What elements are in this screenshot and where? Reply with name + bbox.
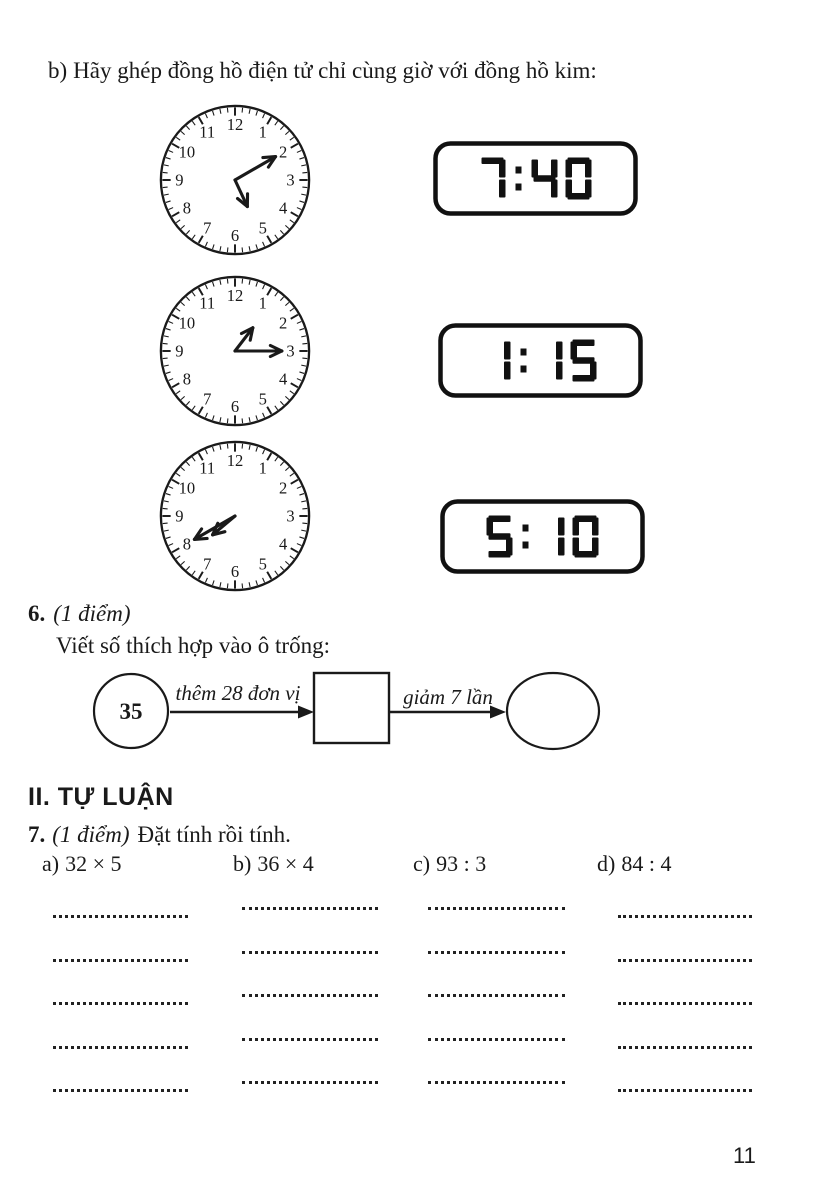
answer-line-a-1[interactable] — [53, 911, 188, 918]
answer-line-c-4[interactable] — [428, 1034, 565, 1041]
clock-numeral: 2 — [278, 313, 288, 333]
analog-clock — [157, 102, 313, 258]
clock-numeral: 3 — [286, 170, 295, 190]
question6-number: 6. — [28, 601, 46, 626]
clock-numeral: 11 — [199, 458, 216, 478]
answer-line-c-2[interactable] — [428, 947, 565, 954]
clock-numeral: 8 — [182, 534, 192, 554]
q7-item-a — [42, 851, 122, 877]
clock-numeral: 4 — [278, 534, 288, 554]
answer-line-d-3[interactable] — [618, 998, 752, 1005]
digital-clock-frame — [441, 326, 641, 396]
start-value: 35 — [119, 699, 143, 724]
item-label: b) — [233, 851, 252, 876]
arrow1-head — [298, 706, 314, 719]
question7-instruction: Đặt tính rồi tính. — [137, 822, 291, 847]
match-question-heading — [48, 58, 597, 84]
digital-clock — [440, 499, 645, 574]
clock-numeral: 9 — [175, 341, 184, 361]
clock-numeral: 11 — [199, 293, 216, 313]
answer-line-d-4[interactable] — [618, 1042, 752, 1049]
q7-item-c — [413, 851, 486, 877]
digital-clock — [433, 141, 638, 216]
clock-numeral: 1 — [258, 293, 267, 313]
q7-item-d — [597, 851, 671, 877]
clock-numeral: 6 — [230, 562, 240, 582]
clock-numeral: 8 — [182, 198, 192, 218]
clock-numeral: 1 — [258, 458, 267, 478]
answer-line-a-3[interactable] — [53, 998, 188, 1005]
item-expression: 84 : 4 — [621, 851, 672, 876]
answer-line-b-1[interactable] — [242, 903, 378, 910]
q7-item-b — [233, 851, 314, 877]
digital-clock — [438, 323, 643, 398]
answer-line-c-3[interactable] — [428, 990, 565, 997]
clock-numeral: 12 — [226, 114, 244, 134]
clock-numeral: 5 — [258, 554, 267, 574]
answer-line-d-2[interactable] — [618, 955, 752, 962]
answer-line-c-5[interactable] — [428, 1077, 565, 1084]
answer-line-d-5[interactable] — [618, 1085, 752, 1092]
analog-clock — [157, 273, 313, 429]
clock-numeral: 7 — [203, 389, 212, 409]
answer-line-a-4[interactable] — [53, 1042, 188, 1049]
page-number: 11 — [733, 1143, 756, 1168]
answer-line-b-4[interactable] — [242, 1034, 378, 1041]
answer-line-b-5[interactable] — [242, 1077, 378, 1084]
answer-line-a-5[interactable] — [53, 1085, 188, 1092]
clock-numeral: 7 — [203, 554, 212, 574]
arrow2-label: giảm 7 lần — [403, 685, 493, 709]
clock-numeral: 4 — [278, 369, 288, 389]
arrow1-label: thêm 28 đơn vị — [175, 681, 301, 705]
item-label: c) — [413, 851, 431, 876]
clock-numeral: 2 — [278, 142, 288, 162]
question7-number: 7. — [28, 822, 46, 847]
clock-numeral: 6 — [230, 397, 240, 417]
answer-line-b-3[interactable] — [242, 990, 378, 997]
question-prompt: Hãy ghép đồng hồ điện tử chỉ cùng giờ với đồng hồ kim: — [73, 58, 597, 83]
item-expression: 36 × 4 — [257, 851, 314, 876]
answer-line-d-1[interactable] — [618, 911, 752, 918]
digital-clock-frame — [443, 502, 643, 572]
clock-numeral: 5 — [258, 218, 267, 238]
clock-numeral: 2 — [278, 478, 288, 498]
clock-numeral: 10 — [178, 313, 196, 333]
item-expression: 93 : 3 — [436, 851, 487, 876]
number-flow-diagram — [85, 660, 615, 755]
answer-box[interactable] — [314, 673, 389, 743]
clock-numeral: 7 — [203, 218, 212, 238]
clock-numeral: 12 — [226, 450, 244, 470]
answer-line-a-2[interactable] — [53, 955, 188, 962]
answer-line-b-2[interactable] — [242, 947, 378, 954]
item-label: a) — [42, 851, 60, 876]
clock-numeral: 1 — [258, 122, 267, 142]
clock-numeral: 9 — [175, 506, 184, 526]
clock-numeral: 3 — [286, 506, 295, 526]
clock-numeral: 10 — [178, 142, 196, 162]
question6-heading — [28, 601, 131, 627]
section-title: II. TỰ LUẬN — [28, 783, 174, 811]
item-expression: 32 × 5 — [65, 851, 122, 876]
clock-numeral: 11 — [199, 122, 216, 142]
item-label: d) — [597, 851, 616, 876]
question7-points: (1 điểm) — [52, 822, 130, 847]
question-label: b) — [48, 58, 68, 83]
clock-numeral: 10 — [178, 478, 196, 498]
clock-numeral: 3 — [286, 341, 295, 361]
clock-numeral: 9 — [175, 170, 184, 190]
analog-clock — [157, 438, 313, 594]
answer-circle[interactable] — [507, 673, 599, 749]
clock-numeral: 5 — [258, 389, 267, 409]
question7-heading — [28, 822, 291, 848]
clock-numeral: 6 — [230, 226, 240, 246]
clock-numeral: 4 — [278, 198, 288, 218]
clock-numeral: 8 — [182, 369, 192, 389]
answer-line-c-1[interactable] — [428, 903, 565, 910]
question6-points: (1 điểm) — [53, 601, 131, 626]
question6-instruction: Viết số thích hợp vào ô trống: — [56, 633, 330, 658]
clock-numeral: 12 — [226, 285, 244, 305]
